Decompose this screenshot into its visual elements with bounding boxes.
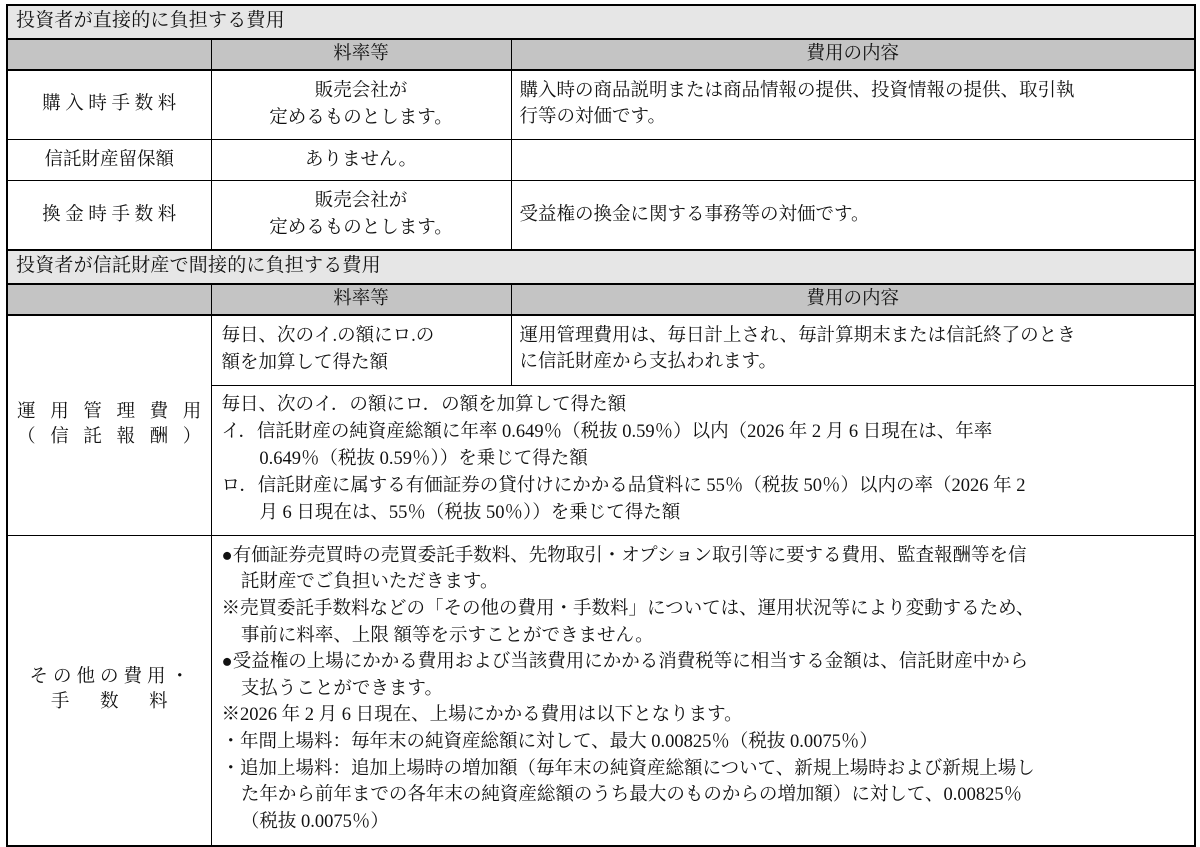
rate-summary-line-2: 額を加算して得た額 <box>221 352 389 373</box>
other-fee-paragraph-cont: 支払うことができます。 <box>240 678 443 699</box>
dot-marker-icon: ・ <box>221 732 241 753</box>
column-header-rate-indirect: 料率等 <box>211 284 511 315</box>
detail-line-3: ロ．信託財産に属する有価証券の貸付けにかかる品貸料に 55％（税抜 50％）以内の率（2026 年 2 <box>221 475 1026 496</box>
label-line-1: その他の費用・ <box>29 667 194 688</box>
table-row-other-fees <box>7 535 1195 845</box>
detail-line-4: 月 6 日現在は、55％（税抜 50％））を乗じて得た額 <box>259 502 681 523</box>
paragraph-line: 有価証券売買時の売買委託手数料、先物取引・オプション取引等に要する費用、監査報酬等を信 <box>232 545 1027 566</box>
row-description-purchase-fee <box>511 70 1195 139</box>
label-line-1: 運 用 管 理 費 用 <box>17 402 207 423</box>
column-header-description-indirect: 費用の内容 <box>511 284 1195 315</box>
column-header-blank-direct <box>7 39 211 70</box>
paragraph-line: 追加上場料：追加上場時の増加額（毎年末の純資産総額について、新規上場時および新規上場し <box>240 758 1035 779</box>
other-fees-body <box>212 536 1195 845</box>
other-fee-paragraph <box>222 543 1185 570</box>
dot-marker-icon: ・ <box>221 758 241 779</box>
other-fee-paragraph <box>222 756 1185 783</box>
column-header-rate-direct: 料率等 <box>211 39 511 70</box>
row-description-trust-retention <box>511 139 1195 181</box>
section-title-direct: 投資者が直接的に負担する費用 <box>7 5 1195 39</box>
detail-line-2: 0.649％（税抜 0.59％））を乗じて得た額 <box>259 448 588 469</box>
row-label-management-fee <box>7 315 211 535</box>
table-row-management-fee <box>7 315 1195 535</box>
rate-line-1: 販売会社が <box>314 80 408 101</box>
management-fee-description <box>512 316 1195 385</box>
table-row-trust-retention <box>7 139 1195 181</box>
detail-line-0: 毎日、次のイ．の額にロ．の額を加算して得た額 <box>221 394 627 415</box>
management-fee-detail <box>212 386 1195 535</box>
paragraph-line: 年間上場料：毎年末の純資産総額に対して、最大 0.00825％（税抜 0.0075％） <box>240 732 878 753</box>
other-fee-paragraph-cont: （税抜 0.0075％） <box>240 811 389 832</box>
column-header-row-indirect <box>7 284 1195 315</box>
note-marker-icon: ※ <box>221 705 241 726</box>
column-header-blank-indirect <box>7 284 211 315</box>
desc-line-2: 行等の対価です。 <box>519 107 667 128</box>
other-fee-paragraph <box>222 702 1185 729</box>
row-rate-purchase-fee <box>211 70 511 139</box>
other-fee-paragraph-cont: 託財産でご負担いただきます。 <box>240 572 499 593</box>
row-rate-trust-retention <box>211 139 511 181</box>
management-fee-rate-summary <box>212 316 512 385</box>
row-description-redemption-fee <box>511 181 1195 250</box>
management-fee-summary <box>212 316 1195 386</box>
section-title-indirect: 投資者が信託財産で間接的に負担する費用 <box>7 250 1195 284</box>
other-fee-paragraph-cont: 事前に料率、上限 額等を示すことができません。 <box>240 625 654 646</box>
paragraph-line: 2026 年 2 月 6 日現在、上場にかかる費用は以下となります。 <box>240 705 743 726</box>
desc-line-1: 受益権の換金に関する事務等の対価です。 <box>519 204 870 225</box>
row-content-management-fee <box>211 315 1195 535</box>
row-label-trust-retention: 信託財産留保額 <box>7 139 211 181</box>
row-label-purchase-fee: 購 入 時 手 数 料 <box>7 70 211 139</box>
desc-line-1: 購入時の商品説明または商品情報の提供、投資情報の提供、取引執 <box>519 81 1075 102</box>
rate-line-1: 販売会社が <box>314 191 408 212</box>
row-label-other-fees <box>7 535 211 845</box>
bullet-marker-icon: ● <box>221 652 233 673</box>
rate-line-2: 定めるものとします。 <box>269 107 453 128</box>
rate-line-2: 定めるものとします。 <box>269 218 453 239</box>
table-row-redemption-fee <box>7 181 1195 250</box>
note-marker-icon: ※ <box>221 598 241 619</box>
detail-line-1: イ．信託財産の純資産総額に年率 0.649％（税抜 0.59％）以内（2026 年 2 月 6 日現在は、年率 <box>221 421 993 442</box>
paragraph-line: 売買委託手数料などの「その他の費用・手数料」については、運用状況等により変動するため、 <box>240 598 1035 619</box>
fund-fee-table <box>6 4 1196 847</box>
column-header-description-direct: 費用の内容 <box>511 39 1195 70</box>
row-rate-redemption-fee <box>211 181 511 250</box>
section-banner-row-direct <box>7 5 1195 39</box>
other-fee-paragraph-cont: た年から前年までの各年末の純資産総額のうち最大のものからの増加額）に対して、0.00825％ <box>240 785 1023 806</box>
table-row-purchase-fee <box>7 70 1195 139</box>
desc-line-2: に信託財産から支払われます。 <box>519 352 778 373</box>
other-fee-paragraph <box>222 729 1185 756</box>
column-header-row-direct <box>7 39 1195 70</box>
label-line-2: 手 数 料 <box>50 692 181 713</box>
label-line-2: （ 信 託 報 酬 ） <box>17 427 207 448</box>
other-fee-paragraph <box>222 649 1185 676</box>
row-label-redemption-fee: 換 金 時 手 数 料 <box>7 181 211 250</box>
row-content-other-fees <box>211 535 1195 845</box>
bullet-marker-icon: ● <box>221 545 233 566</box>
desc-line-1: 運用管理費用は、毎日計上され、毎計算期末または信託終了のとき <box>519 326 1076 347</box>
rate-line-1: ありません。 <box>304 149 418 170</box>
other-fee-paragraph <box>222 596 1185 623</box>
rate-summary-line-1: 毎日、次のイ.の額にロ.の <box>221 326 435 347</box>
paragraph-line: 受益権の上場にかかる費用および当該費用にかかる消費税等に相当する金額は、信託財産中から <box>232 652 1029 673</box>
section-banner-row-indirect <box>7 250 1195 284</box>
